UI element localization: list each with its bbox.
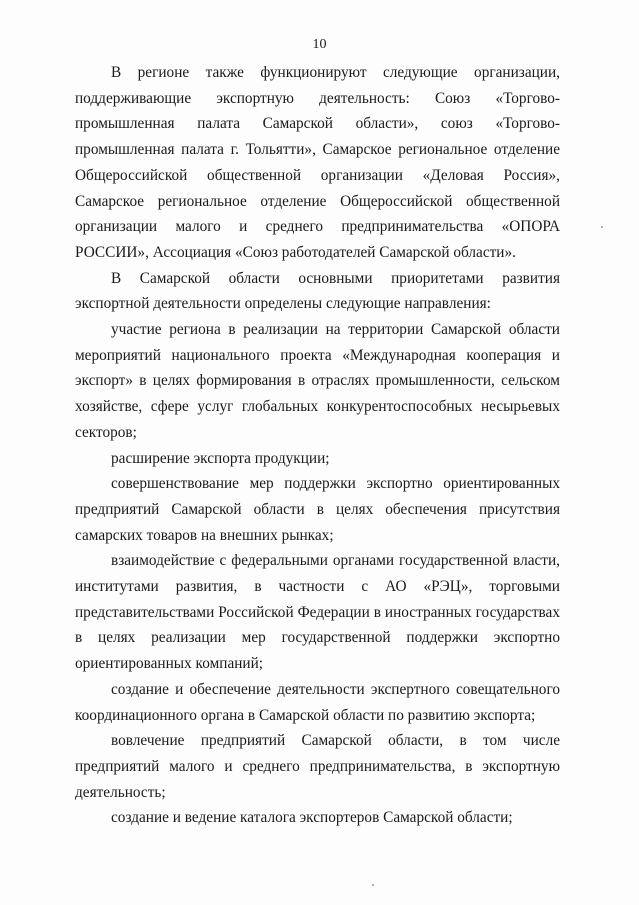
- paragraph-export-expansion: расширение экспорта продукции;: [111, 449, 330, 467]
- paragraph-exporters-catalog: создание и ведение каталога экспортеров Самарской области;: [111, 809, 513, 827]
- paragraph-sme-involvement: вовлечение предприятий Самарской области, в том числе предприятий малого и среднего предпринимательства, в экспортную деятельность;: [75, 732, 560, 801]
- paragraph-federal-interaction: взаимодействие с федеральными органами государственной власти, институтами развития, в частности с АО «РЭЦ», торговыми представительствами Российской Федерации в иностранных государствах в целях реализации мер государственной поддержки экспортно ориентированных компаний;: [75, 552, 560, 673]
- paragraph-organizations: В регионе также функционируют следующие организации, поддерживающие экспортную деятельность: Союз «Торгово-промышленная палата Самарской области», союз «Торгово-промышленная палата г. Тольятти», Самарское региональное отделение Общероссийской общественной организации «Деловая Россия», Самарское региональное отделение Общероссийской общественной организации малого и среднего предпринимательства «ОПОРА РОССИИ», Ассоциация «Союз работодателей Самарской области».: [75, 64, 560, 261]
- paragraph-support-measures: совершенствование мер поддержки экспортно ориентированных предприятий Самарской области в целях обеспечения присутствия самарских товаров на внешних рынках;: [75, 475, 560, 544]
- paragraph-priorities-intro: В Самарской области основными приоритетами развития экспортной деятельности определены следующие направления:: [75, 269, 560, 313]
- scan-speck: [601, 226, 603, 228]
- page-number: 10: [312, 37, 327, 52]
- paragraph-coordination-body: создание и обеспечение деятельности экспертного совещательного координационного органа в Самарской области по развитию экспорта;: [75, 680, 560, 724]
- document-body: [75, 60, 560, 831]
- scan-speck: [372, 884, 374, 886]
- paragraph-national-project: участие региона в реализации на территории Самарской области мероприятий национального проекта «Международная кооперация и экспорт» в целях формирования в отраслях промышленности, сельском хозяйстве, сфере услуг глобальных конкурентоспособных несырьевых секторов;: [75, 321, 560, 441]
